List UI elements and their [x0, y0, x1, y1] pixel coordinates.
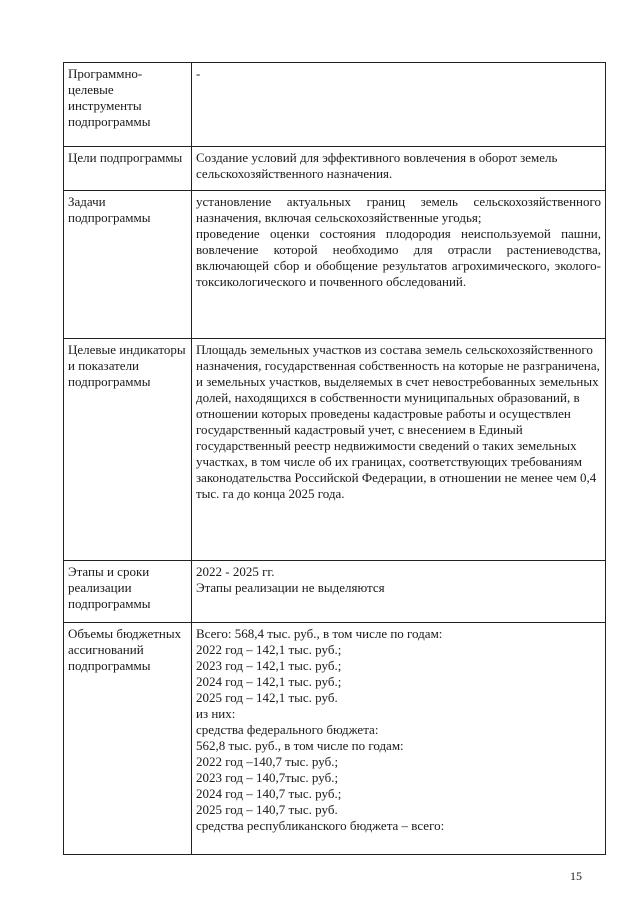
- page-number: 15: [570, 869, 582, 883]
- value-line: Всего: 568,4 тыс. руб., в том числе по годам:: [196, 626, 443, 641]
- row-value: [192, 147, 606, 191]
- subprogram-passport-table: [63, 62, 606, 855]
- value-line: 2025 год – 140,7 тыс. руб.: [196, 802, 338, 817]
- table-row: [64, 191, 606, 339]
- table-row: [64, 623, 606, 855]
- row-value: [192, 561, 606, 623]
- row-label: Цели подпрограммы: [64, 147, 192, 191]
- value-line: 2024 год – 140,7 тыс. руб.;: [196, 786, 342, 801]
- value-line: средства федерального бюджета:: [196, 722, 379, 737]
- value-line: Этапы реализации не выделяются: [196, 580, 385, 595]
- value-line: 2025 год – 142,1 тыс. руб.: [196, 690, 338, 705]
- table-row: [64, 147, 606, 191]
- row-label: Целевые индикаторы и показатели подпрограммы: [64, 339, 192, 561]
- value-line: 562,8 тыс. руб., в том числе по годам:: [196, 738, 404, 753]
- value-line: из них:: [196, 706, 236, 721]
- table-row: [64, 63, 606, 147]
- value-line: Площадь земельных участков из состава земель сельскохозяйственного назначения, государственная собственность на которые не разграничена, и земельных участков, выделяемых в счет невостребованных земельных долей, находящихся в собственности муниципальных образований, в отношении которых проведены кадастровые работы и осуществлен государственный кадастровый учет, с внесением в Единый государственный реестр недвижимости сведений о таких земельных участках, в том числе об их границах, соответствующих требованиям законодательства Российской Федерации, в отношении не менее чем 0,4 тыс. га до конца 2025 года.: [196, 342, 600, 501]
- value-line: средства республиканского бюджета – всего:: [196, 818, 445, 833]
- value-line: 2023 год – 140,7тыс. руб.;: [196, 770, 339, 785]
- table-row: [64, 339, 606, 561]
- row-value: [192, 191, 606, 339]
- row-label: Объемы бюджетных ассигнований подпрограммы: [64, 623, 192, 855]
- row-value: [192, 623, 606, 855]
- table-row: [64, 561, 606, 623]
- row-value: [192, 63, 606, 147]
- value-line: 2024 год – 142,1 тыс. руб.;: [196, 674, 342, 689]
- value-line: установление актуальных границ земель сельскохозяйственного назначения, включая сельскохозяйственные угодья;: [196, 194, 601, 225]
- value-line: 2023 год – 142,1 тыс. руб.;: [196, 658, 342, 673]
- row-label: Этапы и сроки реализации подпрограммы: [64, 561, 192, 623]
- value-line: Создание условий для эффективного вовлечения в оборот земель сельскохозяйственного назначения.: [196, 150, 558, 181]
- value-line: 2022 год – 142,1 тыс. руб.;: [196, 642, 342, 657]
- row-value: [192, 339, 606, 561]
- value-line: -: [196, 66, 201, 81]
- value-line: проведение оценки состояния плодородия неиспользуемой пашни, вовлечение которой необходимо для отрасли растениеводства, включающей сбор и обобщение результатов агрохимического, эколого-токсикологического и почвенного обследований.: [196, 226, 601, 289]
- row-label: Задачи подпрограммы: [64, 191, 192, 339]
- value-line: 2022 - 2025 гг.: [196, 564, 275, 579]
- value-line: 2022 год –140,7 тыс. руб.;: [196, 754, 339, 769]
- row-label: Программно-целевые инструменты подпрограммы: [64, 63, 192, 147]
